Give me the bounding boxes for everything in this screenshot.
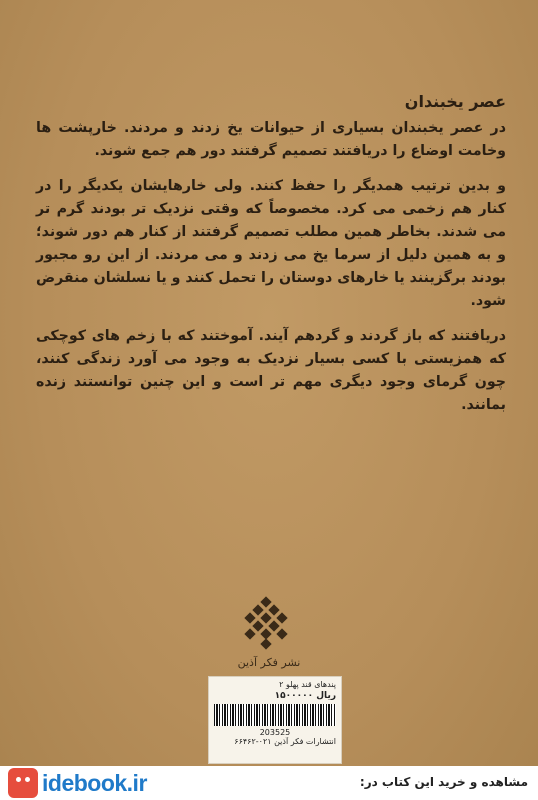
- paragraph-1: در عصر یخبندان بسیاری از حیوانات یخ زدند و مردند. خارپشت ها وخامت اوضاع را دریافتند تصمیم گرفتند دور هم جمع شوند.: [36, 120, 506, 159]
- sticker-title: پندهای قند پهلو ۲: [279, 680, 336, 689]
- idebook-face-icon: [8, 768, 38, 798]
- back-cover-text: [36, 92, 506, 429]
- publisher-name: نشر فکر آذین: [237, 656, 301, 669]
- sticker-code: 203525: [259, 728, 291, 737]
- sticker-price: ۱۵۰۰۰۰۰ ریال: [274, 691, 336, 701]
- price-sticker: [208, 676, 342, 764]
- paragraph-3: دریافتند که باز گردند و گردهم آیند. آموختند که با زخم های کوچکی که همزیستی با کسی بسیار نزدیک به وجود می آورد زندگی کنند، چون گرمای وجود دیگری مهم تر است و این چنین توانستند زنده بمانند.: [36, 328, 506, 413]
- footer-note: مشاهده و خرید این کتاب در:: [359, 775, 528, 789]
- idebook-logo[interactable]: [8, 768, 147, 798]
- story-title: عصر یخبندان: [404, 92, 506, 111]
- idebook-logo-text: idebook.ir: [42, 769, 147, 796]
- sticker-footer: انتشارات فکر آذین ۰۲۱-۶۶۴۶۲: [234, 737, 336, 746]
- paragraph-2: و بدین ترتیب همدیگر را حفظ کنند. ولی خارهایشان یکدیگر را در کنار هم زخمی می کرد. مخصوصاً که وقتی نزدیک تر بودند گرم تر می شدند. بخاطر همین مطلب تصمیم گرفتند از کنار هم دور شوند؛ و به همین دلیل از سرما یخ می زدند و می مردند. از این رو مجبور بودند برگزینند یا خارهای دوستان را تحمل کنند و یا نسلشان منقرض شود.: [36, 178, 506, 309]
- site-footer-banner: [0, 766, 538, 800]
- publisher-logo-icon: [238, 596, 294, 652]
- barcode-icon: [214, 704, 336, 726]
